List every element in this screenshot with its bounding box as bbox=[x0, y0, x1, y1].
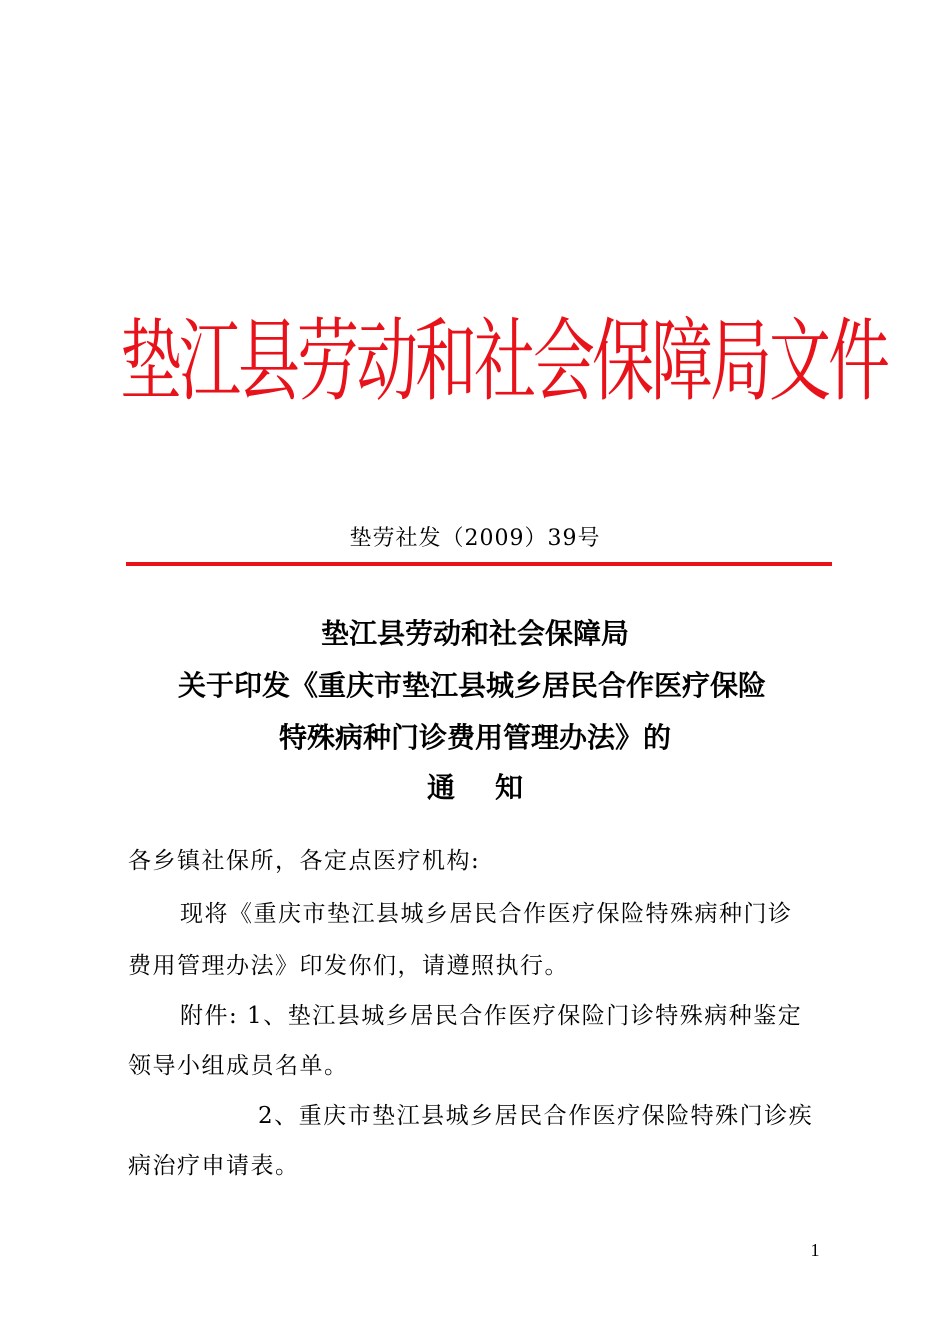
body-paragraph-1-line-2: 费用管理办法》印发你们，请遵照执行。 bbox=[128, 953, 569, 979]
document-number: 垫劳社发（2009）39号 bbox=[349, 526, 601, 551]
notice-title-line-2: 关于印发《重庆市垫江县城乡居民合作医疗保险 bbox=[177, 669, 766, 702]
notice-title-line-1: 垫江县劳动和社会保障局 bbox=[320, 617, 629, 650]
attachment-2-line-2: 病治疗申请表。 bbox=[128, 1153, 300, 1179]
attachment-1-line-2: 领导小组成员名单。 bbox=[128, 1053, 349, 1079]
notice-title-line-4: 通知 bbox=[426, 771, 563, 804]
body-paragraph-1-line-1: 现将《重庆市垫江县城乡居民合作医疗保险特殊病种门诊 bbox=[180, 901, 793, 927]
salutation: 各乡镇社保所，各定点医疗机构: bbox=[128, 848, 481, 874]
page-number: 1 bbox=[810, 1240, 820, 1260]
attachment-2-line-1: 2、重庆市垫江县城乡居民合作医疗保险特殊门诊疾 bbox=[258, 1103, 814, 1129]
notice-title-line-3: 特殊病种门诊费用管理办法》的 bbox=[278, 721, 671, 754]
document-header-title: 垫江县劳动和社会保障局文件 bbox=[120, 308, 888, 414]
header-divider bbox=[126, 562, 832, 566]
attachment-1-line-1: 附件: 1、垫江县城乡居民合作医疗保险门诊特殊病种鉴定 bbox=[180, 1003, 803, 1029]
